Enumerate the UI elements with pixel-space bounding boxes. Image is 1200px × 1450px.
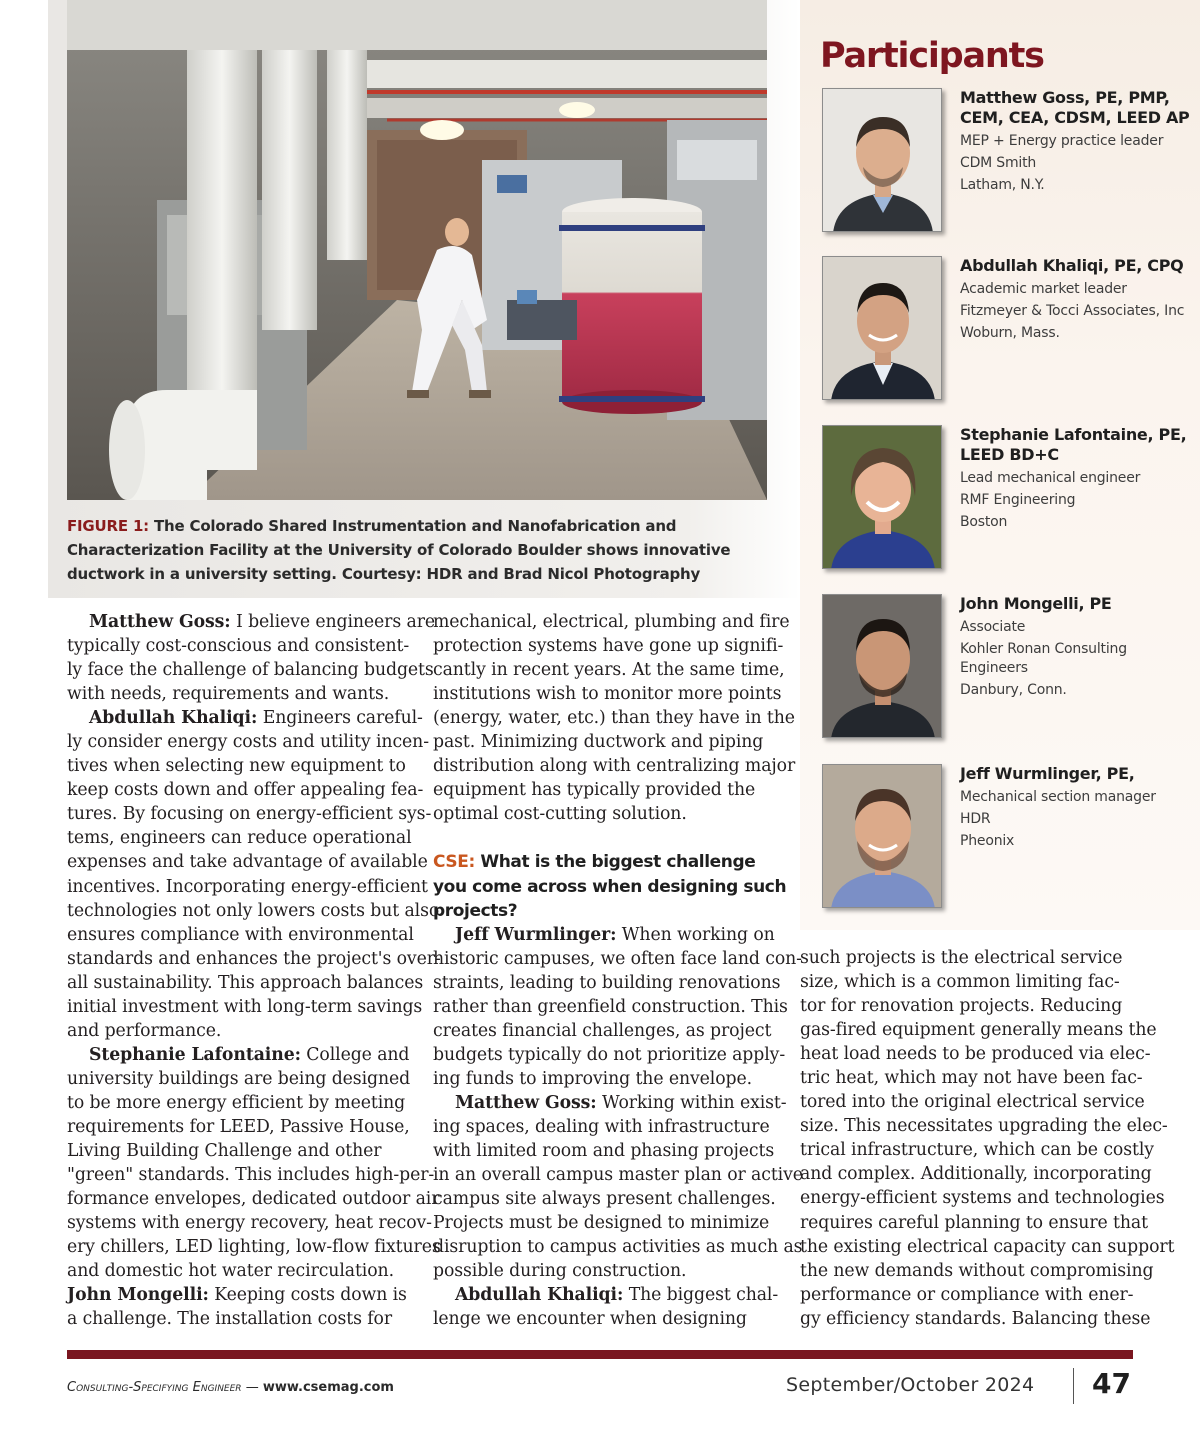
line-text: When working on: [616, 924, 775, 945]
speaker-name: Stephanie Lafontaine:: [89, 1044, 301, 1065]
line-text: all sustainability. This approach balances: [67, 972, 424, 993]
article-column-2: [433, 610, 803, 1331]
text-line: heat load needs to be produced via elec-: [800, 1044, 1151, 1065]
text-line: performance or compliance with ener-: [800, 1284, 1134, 1305]
participant-photo: [822, 594, 942, 738]
text-line: and complex. Additionally, incorporating: [800, 1164, 1152, 1185]
participant-location: Boston: [960, 514, 1008, 530]
text-line: the existing electrical capacity can support: [800, 1236, 1175, 1257]
text-line: [433, 1187, 778, 1211]
text-line: [67, 658, 434, 682]
line-text: "green" standards. This includes high-per-: [67, 1165, 435, 1186]
line-text: budgets typically do not prioritize apply-: [433, 1044, 786, 1065]
figure-caption: [67, 514, 767, 586]
sidebar-title: Participants: [820, 36, 1044, 76]
text-line: [433, 1283, 778, 1307]
text-line: energy-efficient systems and technologies: [800, 1188, 1165, 1209]
text-line: [433, 995, 788, 1019]
article-column-1: [67, 610, 441, 1331]
participant-name: Jeff Wurmlinger, PE,: [960, 764, 1135, 783]
text-line: [433, 947, 802, 971]
article-column-2-bottom: [433, 923, 803, 1332]
page-number: 47: [1092, 1367, 1131, 1400]
text-line: cantly in recent years. At the same time,: [433, 660, 785, 681]
text-line: [67, 1259, 415, 1283]
line-text: tures. By focusing on energy-efficient sys-: [67, 804, 432, 825]
question-line: [433, 850, 778, 874]
article-column-3: [800, 946, 1175, 1331]
text-line: [433, 1259, 778, 1283]
text-line: [67, 995, 423, 1019]
text-line: [433, 1211, 778, 1235]
text-line: optimal cost-cutting solution.: [433, 804, 687, 825]
participant-company: Fitzmeyer & Tocci Associates, Inc: [960, 303, 1185, 319]
text-line: [67, 1235, 441, 1259]
participant-location: Latham, N.Y.: [960, 177, 1045, 193]
line-text: creates financial challenges, as project: [433, 1020, 772, 1041]
text-line: (energy, water, etc.) than they have in the: [433, 708, 795, 729]
line-text: typically cost-conscious and consistent-: [67, 636, 410, 657]
text-line: [67, 802, 432, 826]
participant-photo: [822, 256, 942, 400]
participant-company: RMF Engineering: [960, 492, 1076, 508]
text-line: [67, 1211, 432, 1235]
participant-role: Academic market leader: [960, 281, 1127, 297]
text-line: [433, 1307, 778, 1331]
participant-company: HDR: [960, 811, 991, 827]
text-line: [67, 1115, 415, 1139]
text-line: size. This necessitates upgrading the elec-: [800, 1116, 1168, 1137]
text-line: gas-fired equipment generally means the: [800, 1020, 1157, 1041]
line-text: I believe engineers are: [230, 612, 435, 632]
figure-caption-text: The Colorado Shared Instrumentation and Nanofabrication and Characterization Facility at the University of Colorado Boulder shows innovative ductwork in a university setting. Courtesy: HDR and Brad Nicol Photography: [67, 517, 731, 583]
participant-name: Abdullah Khaliqi, PE, CPQ: [960, 256, 1184, 275]
participant-location: Pheonix: [960, 833, 1015, 849]
text-line: [433, 923, 778, 947]
lab-photo-illustration: [67, 0, 767, 500]
text-line: [433, 1019, 778, 1043]
line-text: ly consider energy costs and utility incen-: [67, 732, 429, 753]
text-line: [433, 1043, 786, 1067]
text-line: [67, 1067, 415, 1091]
participant-company: Kohler Ronan Consulting Engineers: [960, 641, 1127, 676]
speaker-name: Matthew Goss:: [455, 1092, 597, 1113]
footer-separator: —: [241, 1380, 263, 1395]
text-line: [67, 899, 440, 923]
line-text: keep costs down and offer appealing fea-: [67, 780, 424, 801]
line-text: Keeping costs down is: [208, 1285, 407, 1306]
participant-location: Danbury, Conn.: [960, 682, 1067, 698]
line-text: Engineers careful-: [257, 708, 423, 729]
footer-divider: [1073, 1368, 1074, 1404]
article-column-2-top: [433, 610, 796, 826]
participant-name: Matthew Goss, PE, PMP, CEM, CEA, CDSM, LEED AP: [960, 88, 1190, 127]
text-line: [67, 1283, 415, 1307]
line-text: formance envelopes, dedicated outdoor air: [67, 1189, 440, 1210]
text-line: tor for renovation projects. Reducing: [800, 996, 1123, 1017]
line-text: ensures compliance with environmental: [67, 924, 414, 945]
line-text: rather than greenfield construction. This: [433, 996, 788, 1017]
line-text: systems with energy recovery, heat recov-: [67, 1213, 432, 1234]
line-text: technologies not only lowers costs but also: [67, 900, 440, 921]
line-text: with needs, requirements and wants.: [67, 684, 390, 705]
line-text: lenge we encounter when designing: [433, 1309, 747, 1330]
text-line: [67, 706, 423, 730]
text-line: [67, 971, 424, 995]
text-line: requires careful planning to ensure that: [800, 1212, 1148, 1233]
paragraph-gap: [433, 826, 778, 850]
participant-role: Mechanical section manager: [960, 789, 1156, 805]
participant-photo: [822, 88, 942, 232]
question-text: What is the biggest challenge: [474, 852, 756, 873]
text-line: [67, 875, 428, 899]
text-line: size, which is a common limiting fac-: [800, 972, 1120, 993]
text-line: [67, 1019, 415, 1043]
figure-label: FIGURE 1:: [67, 517, 149, 535]
text-line: [67, 1139, 415, 1163]
speaker-name: Abdullah Khaliqi:: [89, 708, 258, 729]
text-line: [67, 1307, 415, 1331]
text-line: equipment has typically provided the: [433, 780, 756, 801]
line-text: requirements for LEED, Passive House,: [67, 1116, 410, 1137]
line-text: ing funds to improving the envelope.: [433, 1068, 753, 1089]
text-line: [67, 850, 428, 874]
issue-date: September/October 2024: [786, 1374, 1035, 1396]
text-line: such projects is the electrical service: [800, 948, 1123, 968]
text-line: [67, 1091, 415, 1115]
footer-publication: [67, 1380, 394, 1395]
line-text: standards and enhances the project's over-: [67, 948, 441, 969]
line-text: historic campuses, we often face land con-: [433, 948, 802, 969]
text-line: [433, 1235, 803, 1259]
text-line: [67, 1163, 435, 1187]
line-text: expenses and take advantage of available: [67, 852, 428, 873]
participant-location: Woburn, Mass.: [960, 325, 1060, 341]
line-text: ing spaces, dealing with infrastructure: [433, 1116, 770, 1137]
text-line: [67, 947, 441, 971]
participant-role: Lead mechanical engineer: [960, 470, 1141, 486]
text-line: [67, 754, 415, 778]
text-line: [433, 1091, 787, 1115]
speaker-name: Jeff Wurmlinger:: [455, 924, 617, 945]
line-text: Living Building Challenge and other: [67, 1141, 382, 1162]
question-heading: [433, 850, 787, 922]
line-text: possible during construction.: [433, 1261, 687, 1282]
footer-rule: [67, 1350, 1133, 1359]
speaker-name: Matthew Goss:: [89, 612, 231, 632]
line-text: tives when selecting new equipment to: [67, 756, 406, 777]
line-text: a challenge. The installation costs for: [67, 1309, 393, 1330]
line-text: incentives. Incorporating energy-efficient: [67, 876, 428, 897]
line-text: university buildings are being designed: [67, 1068, 411, 1089]
line-text: College and: [300, 1044, 410, 1065]
line-text: ery chillers, LED lighting, low-flow fixtures: [67, 1237, 441, 1258]
text-line: [67, 1187, 440, 1211]
text-line: [433, 1067, 778, 1091]
text-line: past. Minimizing ductwork and piping: [433, 732, 764, 753]
speaker-name: Abdullah Khaliqi:: [455, 1285, 624, 1306]
text-line: distribution along with centralizing major: [433, 756, 796, 777]
line-text: initial investment with long-term savings: [67, 996, 423, 1017]
line-text: to be more energy efficient by meeting: [67, 1092, 406, 1113]
question-line: you come across when designing such: [433, 876, 787, 897]
question-line: projects?: [433, 900, 518, 921]
publication-url[interactable]: www.csemag.com: [262, 1380, 394, 1395]
text-line: institutions wish to monitor more points: [433, 684, 782, 705]
line-text: The biggest chal-: [623, 1285, 779, 1306]
text-line: [433, 971, 781, 995]
line-text: Projects must be designed to minimize: [433, 1213, 770, 1234]
text-line: [433, 1163, 803, 1187]
text-line: mechanical, electrical, plumbing and fire: [433, 612, 790, 632]
text-line: [67, 923, 415, 947]
participant-name: John Mongelli, PE: [960, 594, 1112, 613]
participant-photo: [822, 425, 942, 569]
line-text: with limited room and phasing projects: [433, 1141, 775, 1162]
text-line: [67, 826, 415, 850]
text-line: gy efficiency standards. Balancing these: [800, 1308, 1151, 1329]
text-line: protection systems have gone up signifi-: [433, 636, 784, 657]
publication-name: Consulting-Specifying Engineer: [67, 1380, 242, 1395]
line-text: in an overall campus master plan or active: [433, 1165, 803, 1186]
line-text: disruption to campus activities as much as: [433, 1237, 803, 1258]
text-line: [67, 778, 424, 802]
participant-photo: [822, 764, 942, 908]
figure-photo: [67, 0, 767, 500]
text-line: [433, 1139, 778, 1163]
participant-role: MEP + Energy practice leader: [960, 133, 1164, 149]
text-line: [67, 1043, 415, 1067]
text-line: [67, 730, 429, 754]
text-line: trical infrastructure, which can be costly: [800, 1140, 1154, 1161]
speaker-name: John Mongelli:: [67, 1285, 209, 1306]
line-text: straints, leading to building renovations: [433, 972, 781, 993]
text-line: [67, 634, 415, 658]
line-text: tems, engineers can reduce operational: [67, 828, 412, 849]
participant-role: Associate: [960, 619, 1026, 635]
line-text: campus site always present challenges.: [433, 1189, 776, 1210]
line-text: and domestic hot water recirculation.: [67, 1261, 394, 1282]
text-line: [67, 610, 435, 634]
participant-company: CDM Smith: [960, 155, 1037, 171]
question-tag: CSE:: [433, 852, 475, 873]
text-line: tored into the original electrical service: [800, 1092, 1145, 1113]
line-text: Working within exist-: [596, 1092, 787, 1113]
participant-name: Stephanie Lafontaine, PE, LEED BD+C: [960, 425, 1187, 464]
line-text: ly face the challenge of balancing budgets: [67, 660, 434, 681]
text-line: [433, 1115, 778, 1139]
text-line: tric heat, which may not have been fac-: [800, 1068, 1143, 1089]
text-line: [67, 682, 415, 706]
line-text: and performance.: [67, 1020, 222, 1041]
text-line: the new demands without compromising: [800, 1260, 1154, 1281]
